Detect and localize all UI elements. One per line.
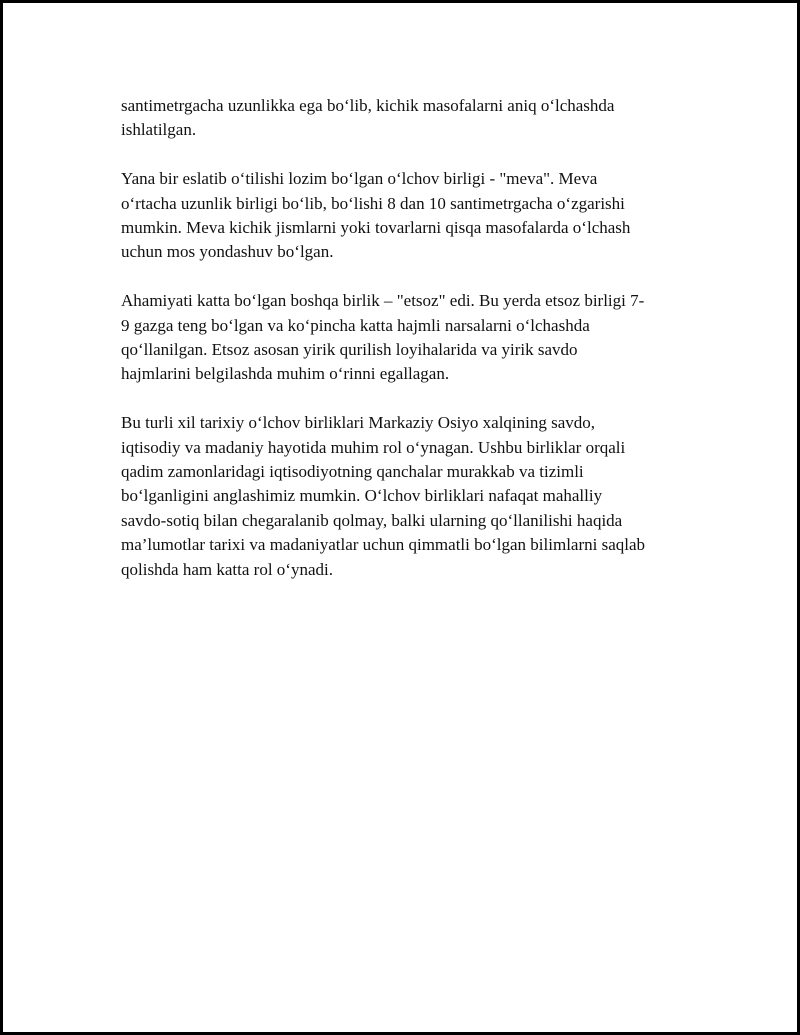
text-line: bo‘lganligini anglashimiz mumkin. O‘lchov birliklari nafaqat mahalliy	[121, 486, 603, 506]
text-line: santimetrgacha uzunlikka ega bo‘lib, kichik masofalarni aniq o‘lchashda	[121, 96, 615, 115]
text-line: Bu turli xil tarixiy o‘lchov birliklari Markaziy Osiyo xalqining savdo,	[121, 413, 596, 433]
text-line: savdo-sotiq bilan chegaralanib qolmay, balki ularning qo‘llanilishi haqida	[121, 510, 623, 530]
text-line: qolishda ham katta rol o‘ynadi.	[121, 559, 333, 579]
text-line: Yana bir eslatib o‘tilishi lozim bo‘lgan o‘lchov birligi - "meva". Meva	[121, 169, 598, 189]
text-line: Ahamiyati katta bo‘lgan boshqa birlik – "etsoz" edi. Bu yerda etsoz birligi 7-	[121, 291, 645, 311]
paragraph-2	[121, 167, 696, 265]
text-line: ma’lumotlar tarixi va madaniyatlar uchun qimmatli bo‘lgan bilimlarni saqlab	[121, 535, 646, 555]
text-line: hajmlarini belgilashda muhim o‘rinni egallagan.	[121, 364, 450, 384]
document-body	[121, 94, 696, 606]
text-line: 9 gazga teng bo‘lgan va ko‘pincha katta hajmli narsalarni o‘lchashda	[121, 315, 590, 335]
text-line: qadim zamonlaridagi iqtisodiyotning qanchalar murakkab va tizimli	[121, 462, 584, 482]
text-line: mumkin. Meva kichik jismlarni yoki tovarlarni qisqa masofalarda o‘lchash	[121, 218, 631, 238]
text-line: uchun mos yondashuv bo‘lgan.	[121, 242, 334, 262]
paragraph-1	[121, 94, 696, 143]
text-line: o‘rtacha uzunlik birligi bo‘lib, bo‘lishi 8 dan 10 santimetrgacha o‘zgarishi	[121, 193, 625, 213]
text-line: iqtisodiy va madaniy hayotida muhim rol o‘ynagan. Ushbu birliklar orqali	[121, 437, 626, 457]
text-line: ishlatilgan.	[121, 120, 197, 140]
paragraph-3	[121, 289, 696, 387]
text-line: qo‘llanilgan. Etsoz asosan yirik qurilish loyihalarida va yirik savdo	[121, 340, 578, 360]
paragraph-4	[121, 411, 696, 582]
